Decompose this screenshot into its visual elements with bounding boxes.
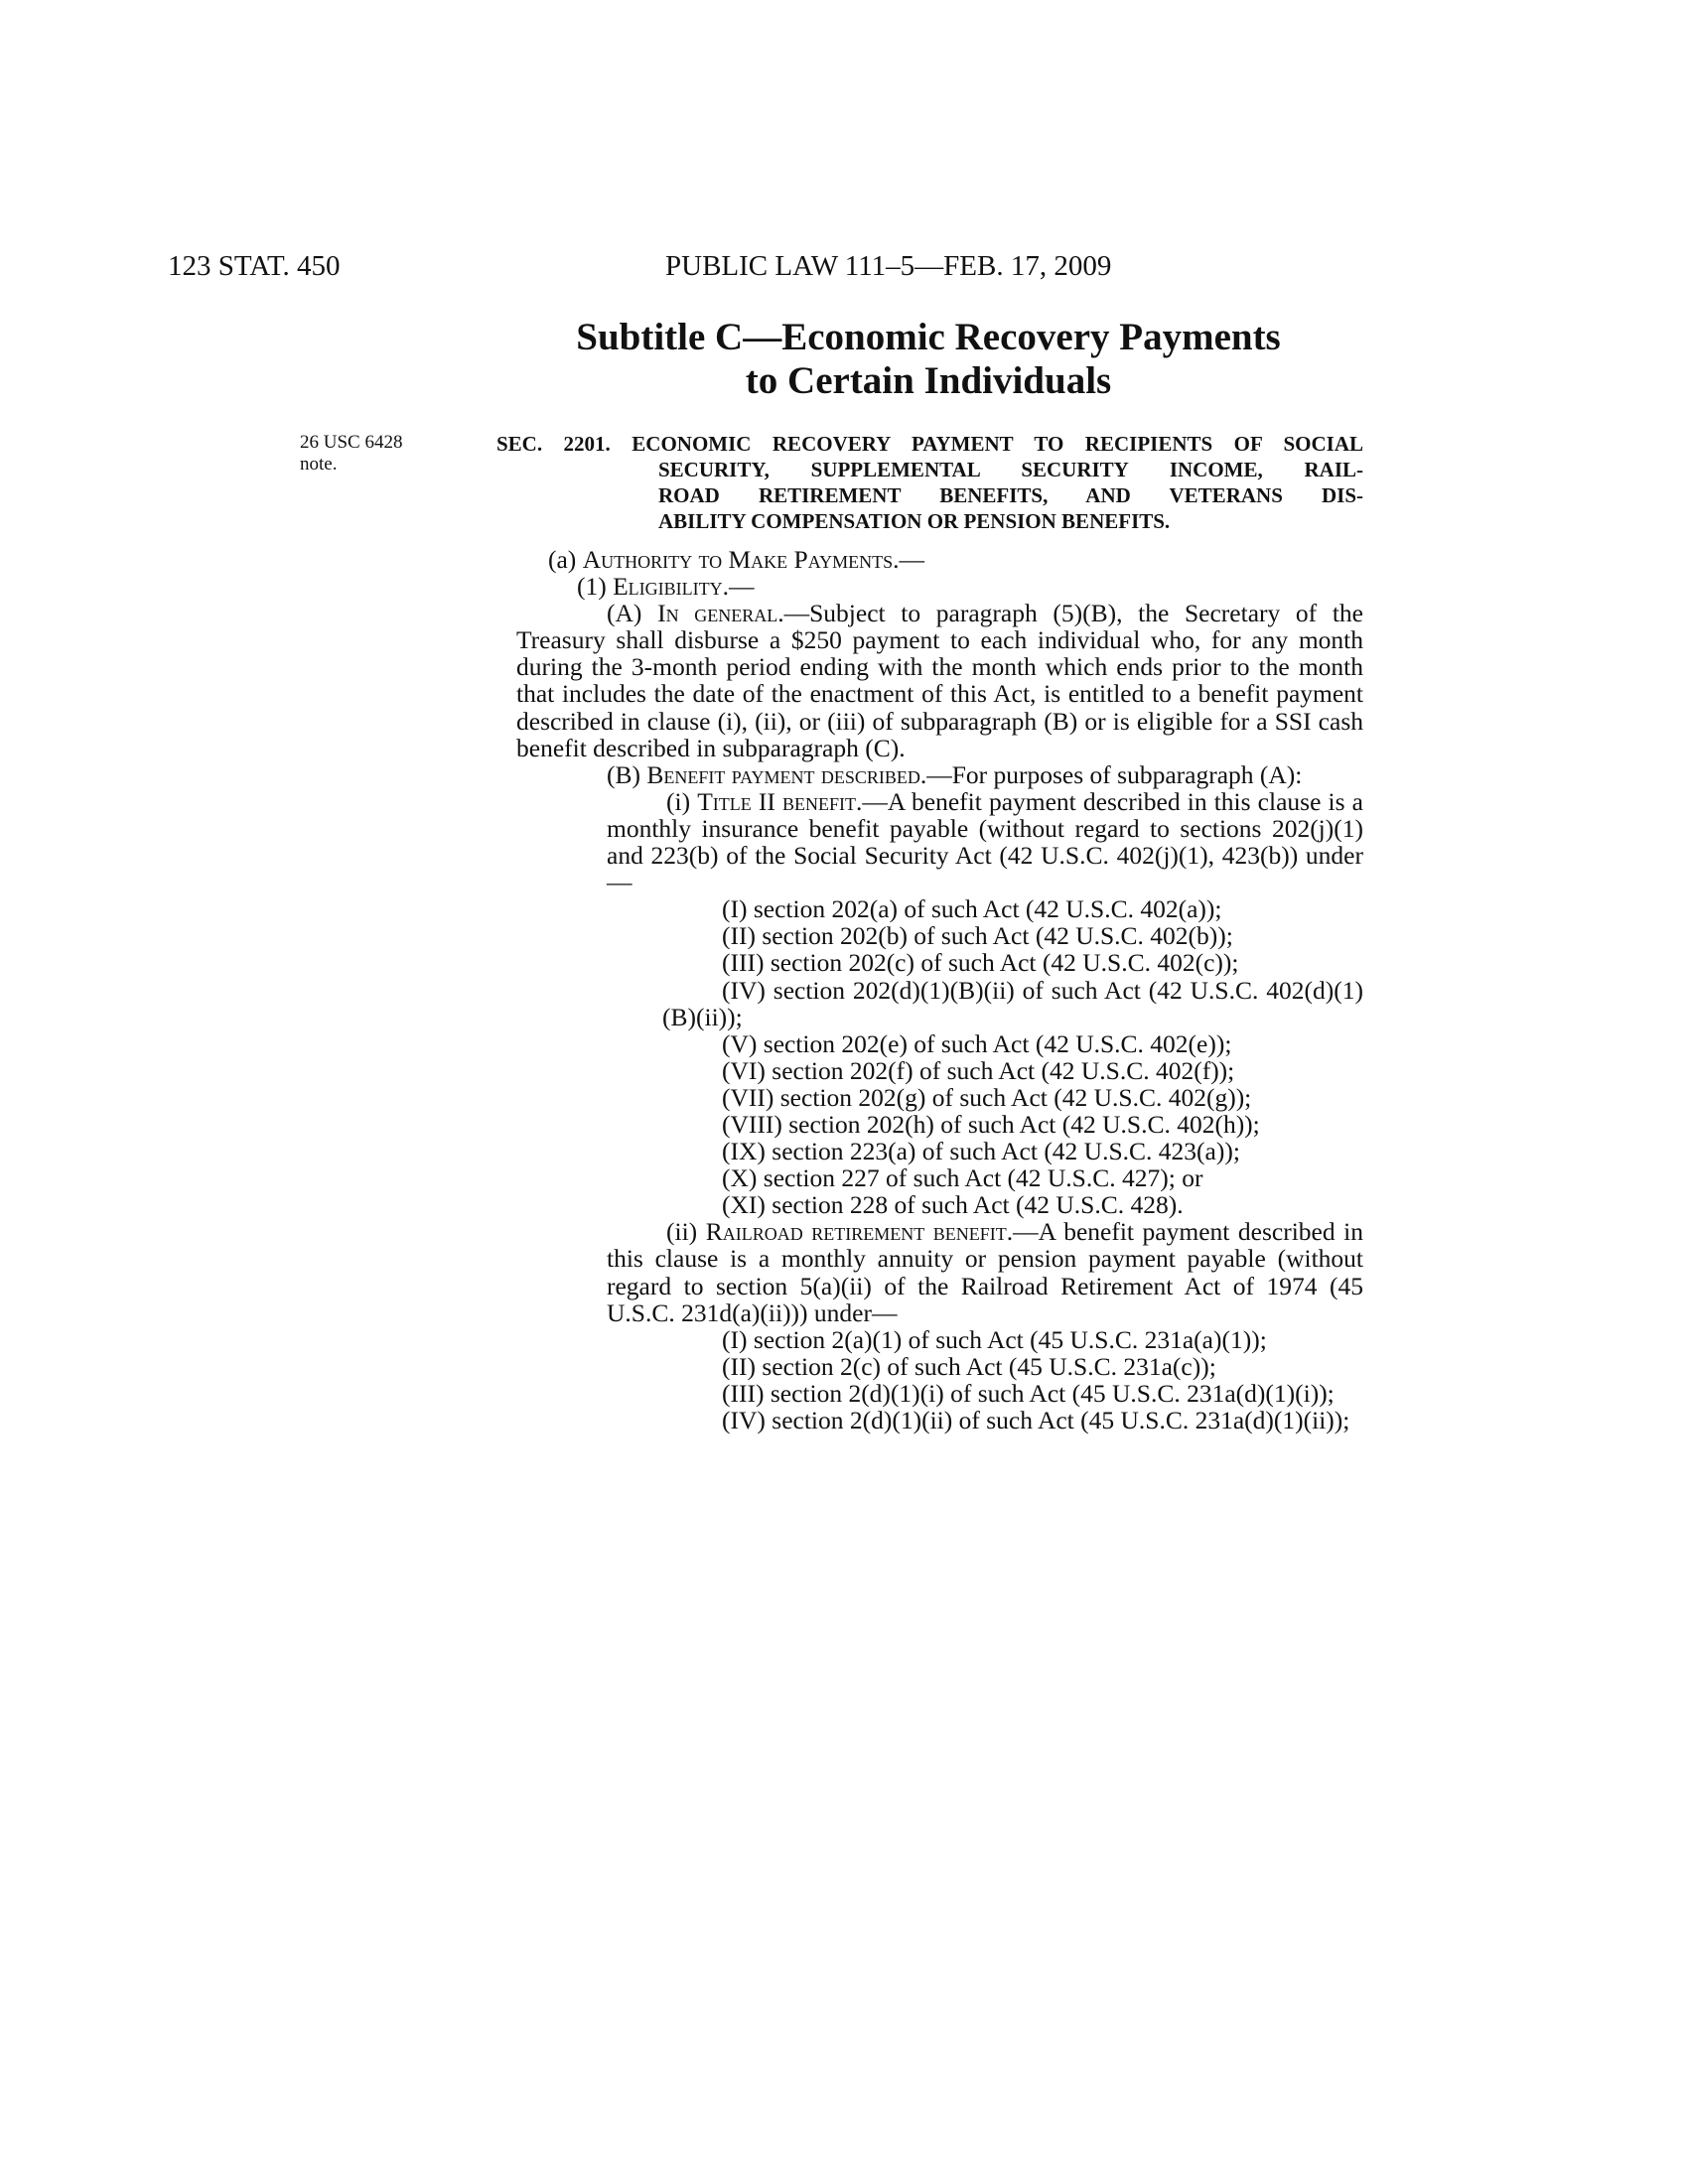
running-head-center: PUBLIC LAW 111–5—FEB. 17, 2009 — [665, 250, 1112, 282]
subparagraph-B: (B) Benefit payment described.—For purposes of subparagraph (A): — [607, 759, 1303, 789]
list-item: (IX) section 223(a) of such Act (42 U.S.C. 423(a)); — [722, 1137, 1240, 1166]
list-item: (II) section 2(c) of such Act (45 U.S.C. 231a(c)); — [722, 1351, 1216, 1381]
list-item: (III) section 202(c) of such Act (42 U.S.C. 402(c)); — [722, 948, 1239, 978]
paragraph-1: (1) Eligibility.— — [577, 572, 755, 602]
list-item: (I) section 202(a) of such Act (42 U.S.C. 402(a)); — [722, 894, 1222, 924]
section-heading-line: SECURITY, SUPPLEMENTAL SECURITY INCOME, RAIL- — [658, 458, 1363, 481]
title-ii-list — [516, 895, 1363, 1218]
margin-note-line-1: 26 USC 6428 — [300, 432, 403, 453]
margin-note — [300, 432, 402, 476]
subparagraph-A: (A) In general.—Subject to paragraph (5)(B), the Secretary of the Treasury shall disburse a $250 payment to each individual who, for any month during the 3-month period ending with the month which ends prior to the month that includes the date of the enactment of this Act, is entitled to a benefit payment described in clause (i), (ii), or (iii) of subparagraph (B) or is eligible for a SSI cash benefit described in subparagraph (C). — [516, 599, 1363, 762]
list-item: (XI) section 228 of such Act (42 U.S.C. 428). — [722, 1190, 1184, 1220]
list-item: (X) section 227 of such Act (42 U.S.C. 427); or — [722, 1163, 1203, 1193]
list-item: (VIII) section 202(h) of such Act (42 U.S.C. 402(h)); — [722, 1109, 1260, 1139]
clause-ii: (ii) Railroad retirement benefit.—A benefit payment described in this clause is a monthly annuity or pension payment payable (without regard to section 5(a)(ii) of the Railroad Retirement Act of 1974 (45 U.S.C. 231d(a)(ii))) under— — [607, 1217, 1363, 1327]
section-heading — [496, 431, 1363, 534]
list-item: (VII) section 202(g) of such Act (42 U.S.C. 402(g)); — [722, 1082, 1252, 1112]
railroad-list — [516, 1326, 1363, 1433]
section-heading-line: SEC. 2201. ECONOMIC RECOVERY PAYMENT TO RECIPIENTS OF SOCIAL — [496, 432, 1363, 456]
list-item: (IV) section 2(d)(1)(ii) of such Act (45 U.S.C. 231a(d)(1)(ii)); — [722, 1406, 1350, 1434]
list-item: (V) section 202(e) of such Act (42 U.S.C. 402(e)); — [722, 1028, 1232, 1058]
subtitle-heading — [506, 316, 1350, 403]
subsection-a: (a) Authority to Make Payments.— — [548, 545, 924, 574]
subtitle-line-1: Subtitle C—Economic Recovery Payments — [576, 316, 1281, 358]
list-item: (VI) section 202(f) of such Act (42 U.S.C. 402(f)); — [722, 1055, 1235, 1085]
list-item: (IV) section 202(d)(1)(B)(ii) of such Act (42 U.S.C. 402(d)(1)(B)(ii)); — [662, 975, 1363, 1031]
clause-i: (i) Title II benefit.—A benefit payment described in this clause is a monthly insurance benefit payable (without regard to sections 202(j)(1) and 223(b) of the Social Security Act (42 U.S.C. 402(j)(1), 423(b)) under— — [607, 786, 1363, 897]
margin-note-line-2: note. — [300, 454, 338, 475]
statute-body — [516, 546, 1363, 1433]
section-heading-line: ROAD RETIREMENT BENEFITS, AND VETERANS DIS- — [658, 483, 1363, 507]
subtitle-line-2: to Certain Individuals — [745, 359, 1112, 402]
running-head-left: 123 STAT. 450 — [168, 250, 341, 282]
list-item: (I) section 2(a)(1) of such Act (45 U.S.C. 231a(a)(1)); — [722, 1324, 1267, 1354]
list-item: (II) section 202(b) of such Act (42 U.S.C. 402(b)); — [722, 921, 1233, 951]
section-heading-line: ABILITY COMPENSATION OR PENSION BENEFITS. — [658, 509, 1171, 533]
list-item: (III) section 2(d)(1)(i) of such Act (45 U.S.C. 231a(d)(1)(i)); — [722, 1378, 1335, 1408]
